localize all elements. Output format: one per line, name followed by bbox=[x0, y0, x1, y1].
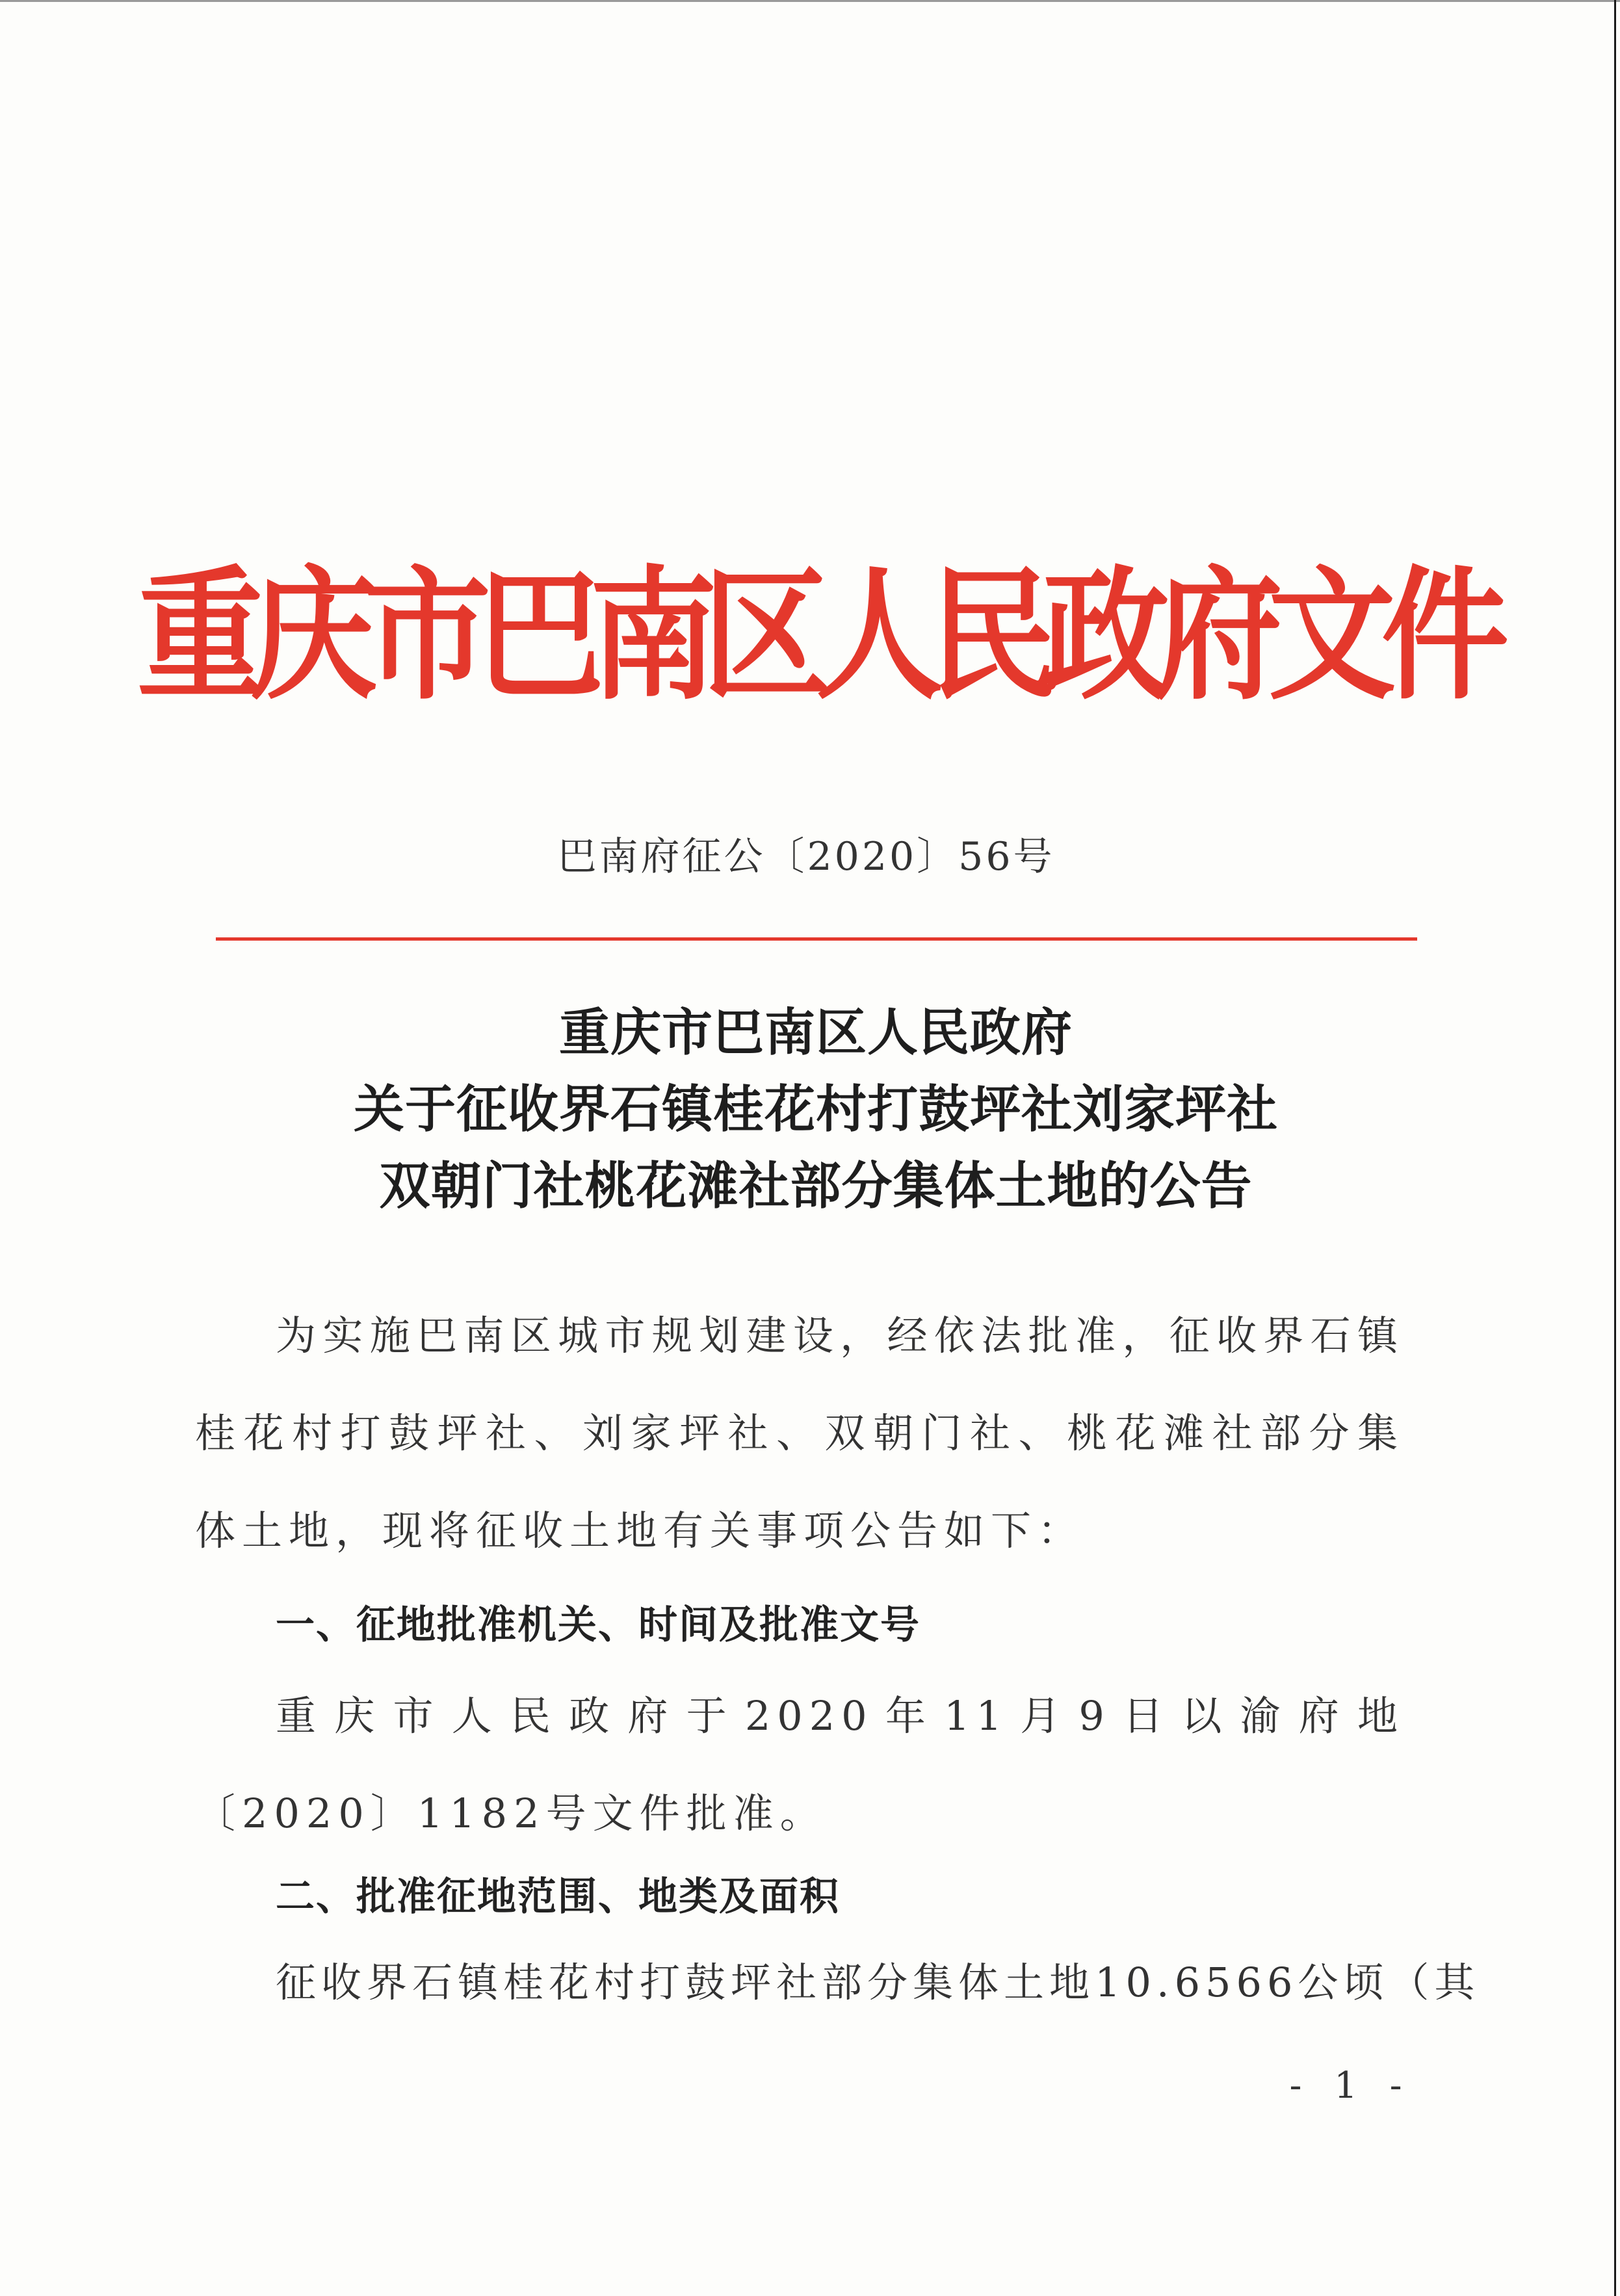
document-number: 巴南府征公〔2020〕56号 bbox=[557, 834, 1055, 880]
red-divider-line bbox=[216, 937, 1417, 941]
section-1-heading: 一、征地批准机关、时间及批准文号 bbox=[276, 1602, 921, 1648]
section-1-block bbox=[195, 1667, 1404, 1862]
section-2-heading: 二、批准征地范围、地类及面积 bbox=[276, 1874, 840, 1920]
intro-paragraph-block bbox=[195, 1287, 1404, 1580]
announcement-title bbox=[215, 995, 1417, 1225]
scan-top-edge bbox=[0, 0, 1620, 2]
title-line-2: 关于征收界石镇桂花村打鼓坪社刘家坪社 bbox=[353, 1080, 1278, 1139]
section-2-paragraph: 征收界石镇桂花村打鼓坪社部分集体土地10.6566公顷（其 bbox=[276, 1959, 1480, 2006]
scan-right-edge bbox=[1614, 0, 1616, 2296]
document-masthead: 重庆市巴南区人民政府文件 bbox=[137, 552, 1495, 720]
section-1-paragraph: 重庆市人民政府于2020年11月9日以渝府地〔2020〕1182号文件批准。 bbox=[195, 1692, 1404, 1837]
page-number: - 1 - bbox=[1289, 2064, 1413, 2107]
title-line-1: 重庆市巴南区人民政府 bbox=[558, 1003, 1073, 1062]
title-line-3: 双朝门社桃花滩社部分集体土地的公告 bbox=[379, 1156, 1253, 1216]
intro-paragraph: 为实施巴南区城市规划建设，经依法批准，征收界石镇桂花村打鼓坪社、刘家坪社、双朝门社、桃花滩社部分集体土地，现将征收土地有关事项公告如下： bbox=[195, 1312, 1404, 1554]
section-2-block bbox=[195, 1934, 1480, 2031]
